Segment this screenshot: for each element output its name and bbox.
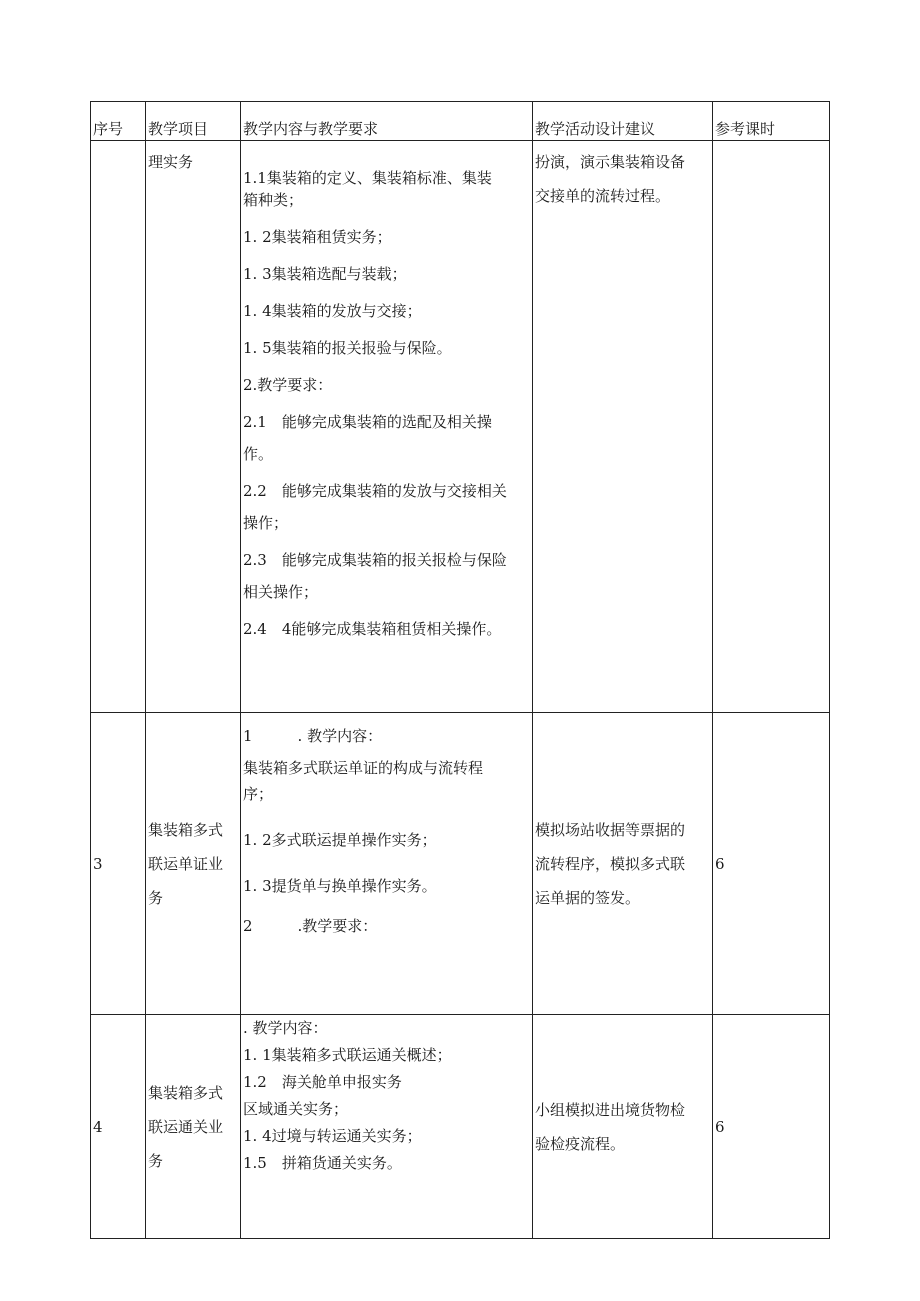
content-line: 箱种类；	[243, 191, 304, 209]
content-line: 区域通关实务；	[243, 1100, 349, 1118]
content-line: 1.1集装箱的定义、集装箱标准、集装	[243, 169, 492, 187]
content-line: 1. 3集装箱选配与装载；	[243, 265, 407, 283]
activity-line: 扮演，演示集装箱设备	[535, 153, 686, 171]
curriculum-table	[90, 101, 830, 1239]
content-line: 1.5 拼箱货通关实务。	[243, 1154, 402, 1172]
project-line: 务	[148, 1151, 164, 1170]
content-line: 1 . 教学内容：	[243, 727, 383, 745]
content-line: 2.2 能够完成集装箱的发放与交接相关	[243, 482, 507, 500]
row-activity	[533, 141, 713, 713]
activity-line: 模拟场站收据等票据的	[535, 820, 686, 839]
header-content: 教学内容与教学要求	[241, 102, 533, 141]
content-line: 操作；	[243, 514, 289, 532]
row-content	[241, 1015, 533, 1239]
table-row	[91, 713, 830, 1015]
row-content	[241, 141, 533, 713]
content-line: 1.2 海关舱单申报实务	[243, 1073, 402, 1091]
header-hours: 参考课时	[713, 102, 830, 141]
content-line: 集装箱多式联运单证的构成与流转程	[243, 759, 484, 777]
content-line: 2.1 能够完成集装箱的选配及相关操	[243, 413, 492, 431]
row-activity	[533, 713, 713, 1015]
content-line: 1. 3提货单与换单操作实务。	[243, 877, 437, 895]
content-line: 1. 1集装箱多式联运通关概述；	[243, 1046, 452, 1064]
content-line: 作。	[243, 445, 274, 463]
content-line: 序；	[243, 785, 274, 803]
row-hours: 6	[713, 713, 830, 1015]
activity-line: 验检疫流程。	[535, 1134, 626, 1153]
content-line: 1. 2集装箱租赁实务；	[243, 228, 392, 246]
header-project: 教学项目	[146, 102, 241, 141]
table-row	[91, 1015, 830, 1239]
content-line: 1. 2多式联运提单操作实务；	[243, 831, 437, 849]
project-line: 联运单证业	[148, 854, 224, 873]
activity-line: 运单据的签发。	[535, 888, 641, 907]
content-line: 2.4 4能够完成集装箱租赁相关操作。	[243, 620, 502, 638]
project-line: 务	[148, 888, 164, 907]
activity-line: 小组模拟进出境货物检	[535, 1100, 686, 1119]
content-line: 相关操作；	[243, 583, 319, 601]
content-line: 2.3 能够完成集装箱的报关报检与保险	[243, 551, 507, 569]
activity-line: 交接单的流转过程。	[535, 187, 671, 205]
content-line: 1. 5集装箱的报关报验与保险。	[243, 339, 452, 357]
row-activity	[533, 1015, 713, 1239]
row-no: 4	[91, 1015, 146, 1239]
table-row	[91, 141, 830, 713]
row-hours	[713, 141, 830, 713]
row-project	[146, 713, 241, 1015]
row-no	[91, 141, 146, 713]
row-hours: 6	[713, 1015, 830, 1239]
row-project	[146, 141, 241, 713]
project-line: 理实务	[148, 153, 194, 171]
content-line: . 教学内容：	[243, 1019, 328, 1037]
header-activity: 教学活动设计建议	[533, 102, 713, 141]
row-no: 3	[91, 713, 146, 1015]
project-line: 集装箱多式	[148, 820, 224, 839]
content-line: 2.教学要求：	[243, 376, 333, 394]
project-line: 联运通关业	[148, 1117, 224, 1136]
header-no: 序号	[91, 102, 146, 141]
project-line: 集装箱多式	[148, 1083, 224, 1102]
content-line: 2 .教学要求：	[243, 917, 378, 935]
content-line: 1. 4集装箱的发放与交接；	[243, 302, 422, 320]
table-header-row	[91, 102, 830, 141]
row-content	[241, 713, 533, 1015]
activity-line: 流转程序，模拟多式联	[535, 854, 686, 873]
content-line: 1. 4过境与转运通关实务；	[243, 1127, 422, 1145]
row-project	[146, 1015, 241, 1239]
